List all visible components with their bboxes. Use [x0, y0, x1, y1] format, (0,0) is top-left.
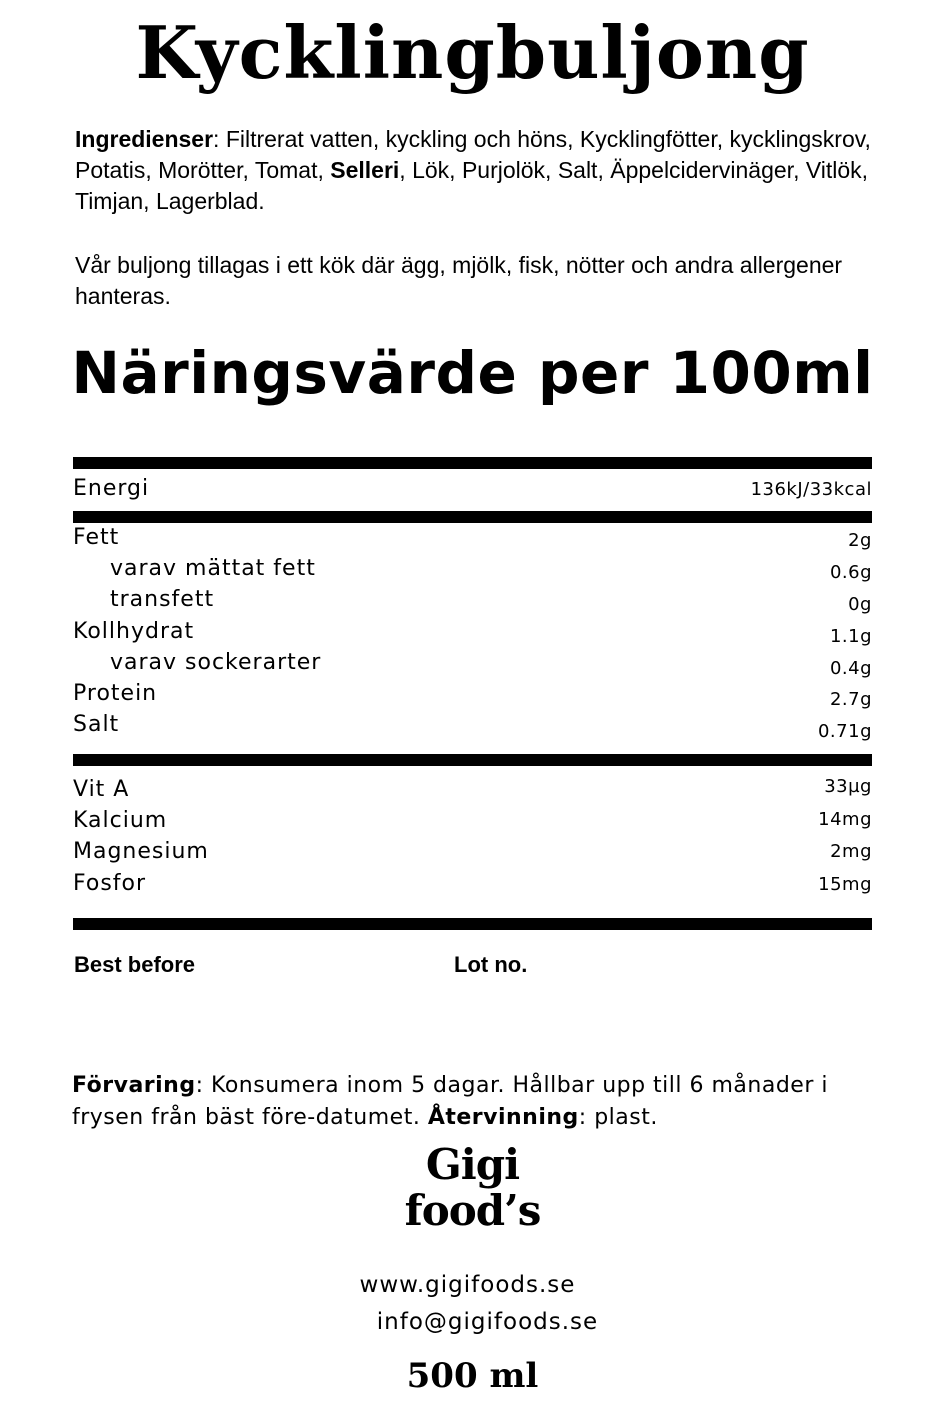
allergen-highlight: Selleri	[330, 157, 400, 183]
micro-label-vit-a: Vit A	[73, 777, 130, 802]
brand-logo	[0, 1142, 945, 1234]
brand-logo-line2: food’s	[404, 1186, 541, 1235]
nutrient-value-salt: 0.71g	[817, 721, 872, 742]
nutrient-value-kollhydrat: 1.1g	[829, 626, 872, 647]
micro-label-magnesium: Magnesium	[73, 839, 209, 864]
nutrient-label-mattat-fett: varav mättat fett	[110, 556, 316, 581]
table-bottom-bar	[73, 918, 872, 930]
storage-label: Förvaring	[72, 1073, 196, 1098]
website-link[interactable]: www.gigifoods.se	[359, 1272, 576, 1298]
nutrient-label-kollhydrat: Kollhydrat	[73, 619, 195, 644]
recycling-text: : plast.	[578, 1105, 658, 1130]
ingredients-label: Ingredienser	[75, 126, 214, 152]
micro-value-magnesium: 2mg	[830, 841, 872, 862]
allergen-notice: Vår buljong tillagas i ett kök där ägg, mjölk, fisk, nötter och andra allergener hanteras.	[75, 252, 843, 309]
ingredients-paragraph	[75, 124, 895, 217]
nutrient-value-mattat-fett: 0.6g	[829, 562, 872, 583]
nutrient-value-transfett: 0g	[848, 594, 872, 615]
storage-info	[72, 1070, 892, 1134]
lot-number-label: Lot no.	[454, 952, 528, 977]
micro-label-fosfor: Fosfor	[73, 871, 147, 896]
nutrient-label-protein: Protein	[73, 681, 158, 706]
ingredients-text: : Filtrerat vatten, kyckling och höns, Kycklingfötter, kycklingskrov, Potatis, Morötter, Tomat,	[75, 126, 871, 183]
table-top-bar	[73, 457, 872, 469]
nutrient-value-sockerarter: 0.4g	[829, 658, 872, 679]
nutrition-heading: Näringsvärde per 100ml	[71, 339, 874, 407]
table-divider-bar	[73, 511, 872, 523]
product-title: Kycklingbuljong	[135, 10, 810, 95]
nutrient-value-protein: 2.7g	[829, 689, 872, 710]
storage-text: : Konsumera inom 5 dagar. Hållbar upp till 6 månader i frysen från bäst före-datumet.	[72, 1073, 828, 1130]
brand-logo-line1: Gigi	[425, 1140, 520, 1189]
micro-label-kalcium: Kalcium	[73, 808, 168, 833]
nutrient-label-transfett: transfett	[110, 587, 215, 612]
micro-value-vit-a: 33µg	[824, 776, 872, 797]
micro-value-kalcium: 14mg	[818, 809, 872, 830]
email-link[interactable]: info@gigifoods.se	[376, 1309, 599, 1335]
ingredients-text-end: , Lök, Purjolök, Salt, Äppelcidervinäger, Vitlök, Timjan, Lagerblad.	[75, 157, 869, 214]
nutrient-label-fett: Fett	[73, 525, 120, 550]
nutrient-label-sockerarter: varav sockerarter	[110, 650, 322, 675]
energy-value: 136kJ/33kcal	[750, 479, 872, 500]
energy-label: Energi	[73, 476, 150, 501]
nutrient-label-salt: Salt	[73, 712, 120, 737]
micro-value-fosfor: 15mg	[818, 874, 872, 895]
recycling-label: Återvinning	[427, 1105, 579, 1130]
nutrient-value-fett: 2g	[848, 530, 872, 551]
best-before-label: Best before	[74, 952, 196, 977]
table-divider-bar-2	[73, 754, 872, 766]
volume-label: 500 ml	[406, 1356, 539, 1396]
